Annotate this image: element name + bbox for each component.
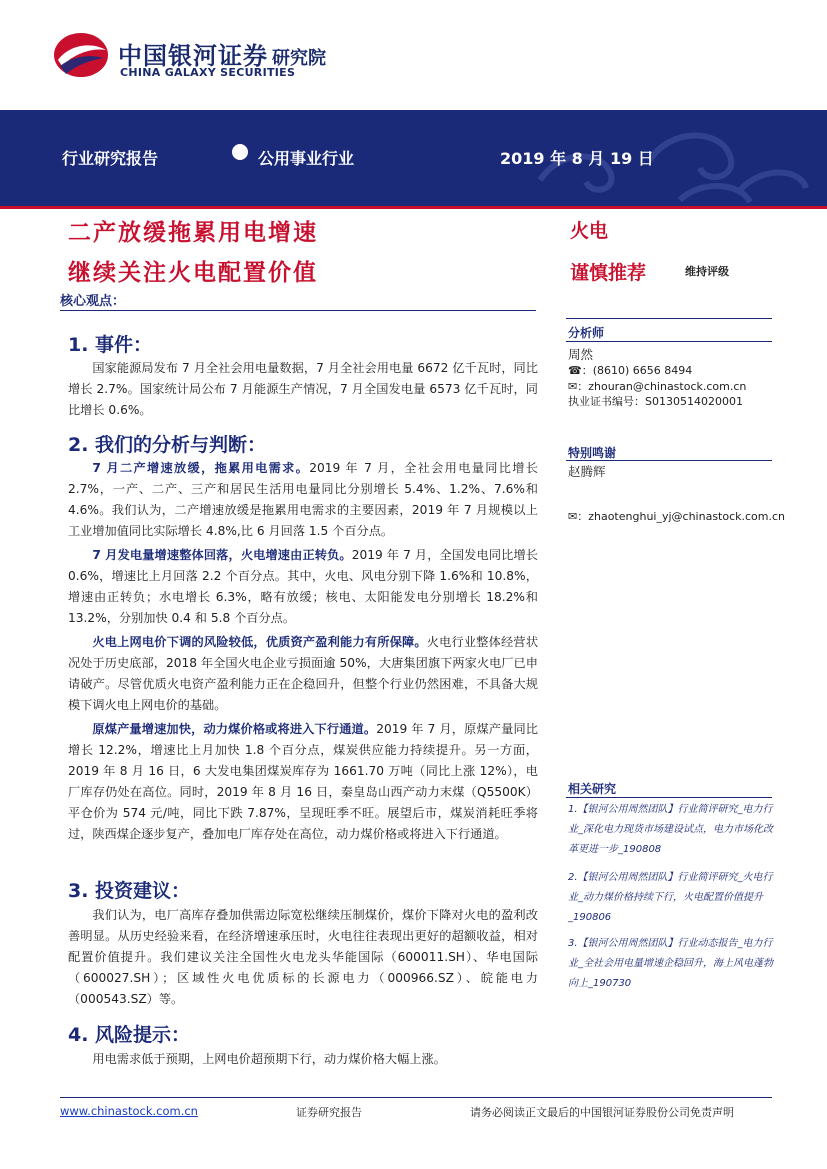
brand-name-cn: 中国银河证券 (118, 42, 268, 70)
footer-divider (60, 1097, 772, 1098)
footer-website-link[interactable]: www.chinastock.com.cn (60, 1104, 198, 1118)
paragraph-lead: 原煤产量增速加快，动力煤价格或将进入下行通道。 (92, 722, 377, 736)
galaxy-logo-icon (52, 30, 110, 80)
section-paragraph: 用电需求低于预期，上网电价超预期下行，动力煤价格大幅上涨。 (92, 1052, 446, 1066)
section-paragraph: 7 月二产增速放缓，拖累用电需求。2019 年 7 月，全社会用电量同比增长 2.7%，一产、二产、三产和居民生活用电量同比分别增长 5.4%、1.2%、7.6%和 4.6%。我们认为，二产增速放缓是拖累用电需求的主要因素，2019 年 7 月规模以上工业增加值同比实际增长 4.8%,比 6 月回落 1.5 个百分点。 (68, 461, 538, 538)
section-paragraph: 7 月发电量增速整体回落，火电增速由正转负。2019 年 7 月，全国发电同比增长 0.6%，增速比上月回落 2.2 个百分点。其中，火电、风电分别下降 1.6%和 10.8%，增速由正转负；水电增长 6.3%，略有放缓；核电、太阳能发电分别增长 18.2%和 13.2%，分别加快 0.4 和 5.8 个百分点。 (68, 548, 538, 625)
analyst-email[interactable]: ✉：zhouran@chinastock.com.cn (568, 380, 747, 393)
section-paragraph: 原煤产量增速加快，动力煤价格或将进入下行通道。2019 年 7 月，原煤产量同比增长 12.2%，增速比上月加快 1.8 个百分点，煤炭供应能力持续提升。另一方面，2019 年 8 月 16 日，6 大发电集团煤炭库存为 1661.70 万吨（同比上涨 12%），电厂库存仍处在高位。同时，2019 年 8 月 16 日，秦皇岛山西产动力末煤（Q5500K）平仓价为 574 元/吨，同比下跌 7.87%，呈现旺季不旺。展望后市，煤炭消耗旺季将过，陕西煤企逐步复产，叠加电厂库存处在高位，动力煤价格或将进入下行通道。 (68, 722, 538, 841)
related-research-item[interactable]: 3.【银河公用周然团队】行业动态报告_电力行业_全社会用电量增速企稳回升，海上风电蓬勃向上_190730 (568, 938, 773, 989)
bullet-dot-icon (232, 144, 248, 160)
report-type: 行业研究报告 (62, 149, 159, 168)
section-heading-risk: 4. 风险提示： (68, 1024, 191, 1046)
thanks-email[interactable]: ✉：zhaotenghui_yj@chinastock.com.cn (568, 510, 786, 523)
paragraph-lead: 火电上网电价下调的风险较低，优质资产盈利能力有所保障。 (92, 635, 427, 649)
header-divider (0, 206, 827, 209)
analyst-phone: ☎：(8610) 6656 8494 (568, 364, 693, 377)
related-research-item[interactable]: 2.【银河公用周然团队】行业简评研究_火电行业_动力煤价格持续下行，火电配置价值提升_190806 (568, 872, 773, 923)
footer-report-label: 证券研究报告 (296, 1106, 362, 1119)
section-paragraph: 我们认为，电厂高库存叠加供需边际宽松继续压制煤价，煤价下降对火电的盈利改善明显。从历史经验来看，在经济增速承压时，火电往往表现出更好的超额收益，相对配置价值提升。我们建议关注全国性火电龙头华能国际（600011.SH）、华电国际（600027.SH）；区域性火电优质标的长源电力（000966.SZ）、皖能电力（000543.SZ）等。 (68, 908, 538, 1006)
analyst-cert: 执业证书编号：S0130514020001 (568, 395, 743, 408)
section-heading-investment: 3. 投资建议： (68, 880, 191, 902)
institute-label: 研究院 (272, 48, 326, 69)
report-title-line2: 继续关注火电配置价值 (68, 260, 318, 286)
core-view-label: 核心观点： (60, 294, 126, 309)
thanks-heading: 特别鸣谢 (568, 446, 617, 460)
industry-label: 公用事业行业 (258, 149, 355, 168)
related-research-heading: 相关研究 (568, 782, 617, 796)
related-divider (566, 797, 772, 798)
paragraph-lead: 7 月发电量增速整体回落，火电增速由正转负。 (92, 548, 352, 562)
related-research-item[interactable]: 1.【银河公用周然团队】行业简评研究_电力行业_深化电力现货市场建设试点，电力市场化改革更进一步_190808 (568, 804, 773, 855)
section-heading-analysis: 2. 我们的分析与判断： (68, 434, 267, 456)
analyst-divider (566, 341, 772, 342)
sector-label: 火电 (570, 220, 609, 242)
section-paragraph: 火电上网电价下调的风险较低，优质资产盈利能力有所保障。火电行业整体经营状况处于历史底部，2018 年全国火电企业亏损面逾 50%，大唐集团旗下两家火电厂已申请破产。尽管优质火电资产盈利能力正在企稳回升，但整个行业仍然困难，不具备大规模下调火电上网电价的基础。 (68, 635, 539, 712)
report-title-line1: 二产放缓拖累用电增速 (68, 220, 318, 246)
rating-label: 谨慎推荐 (570, 262, 647, 284)
thanks-divider (566, 460, 772, 461)
core-divider (60, 310, 536, 311)
analyst-divider (566, 318, 772, 319)
section-heading-event: 1. 事件： (68, 334, 153, 356)
rating-note: 维持评级 (685, 265, 729, 278)
thanks-name: 赵腾辉 (568, 464, 606, 479)
report-date: 2019 年 8 月 19 日 (500, 149, 654, 168)
analyst-name: 周然 (568, 347, 594, 362)
paragraph-lead: 7 月二产增速放缓，拖累用电需求。 (92, 461, 310, 475)
section-paragraph: 国家能源局发布 7 月全社会用电量数据，7 月全社会用电量 6672 亿千瓦时，同比增长 2.7%。国家统计局公布 7 月能源生产情况，7 月全国发电量 6573 亿千瓦时，同比增长 0.6%。 (68, 361, 538, 417)
footer-disclaimer: 请务必阅读正文最后的中国银河证券股份公司免责声明 (470, 1106, 734, 1119)
brand-name-en: CHINA GALAXY SECURITIES (120, 66, 296, 79)
analyst-heading: 分析师 (568, 326, 605, 340)
